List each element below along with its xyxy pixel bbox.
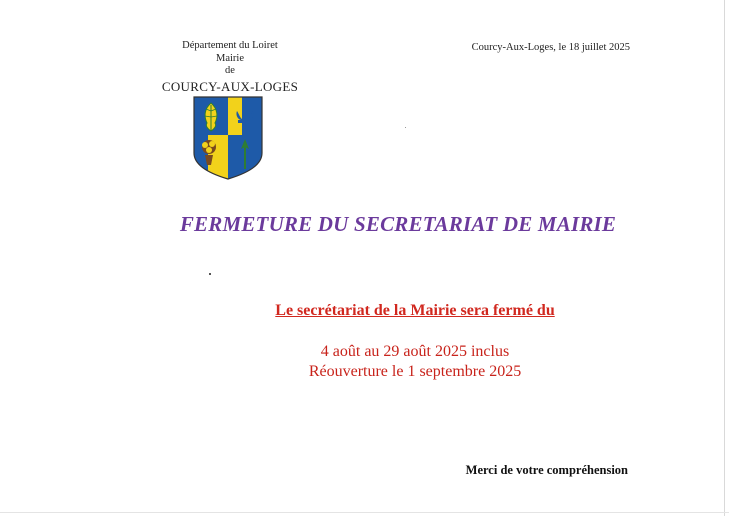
department-text: Département du Loiret	[182, 40, 278, 51]
mairie-text: Mairie	[216, 52, 244, 64]
de-text: de	[225, 65, 235, 76]
closure-period: 4 août au 29 août 2025 inclus	[320, 343, 510, 360]
commune-name: COURCY-AUX-LOGES	[161, 78, 299, 94]
closure-notice: Le secrétariat de la Mairie sera fermé du	[275, 302, 555, 319]
reopening-date: Réouverture le 1 septembre 2025	[308, 363, 522, 380]
page-edge	[724, 0, 725, 516]
page-edge-bottom	[0, 512, 729, 513]
coat-of-arms-icon	[190, 95, 266, 181]
letterhead	[150, 40, 310, 95]
page-title: FERMETURE DU SECRETARIAT DE MAIRIE	[179, 212, 617, 236]
thanks-text: Merci de votre compréhension	[465, 463, 628, 477]
scan-speck	[209, 273, 211, 275]
date-line: Courcy-Aux-Loges, le 18 juillet 2025	[471, 42, 630, 53]
scan-speck	[405, 127, 406, 128]
closure-dates	[180, 342, 650, 382]
oak-leaf-icon	[205, 103, 217, 131]
